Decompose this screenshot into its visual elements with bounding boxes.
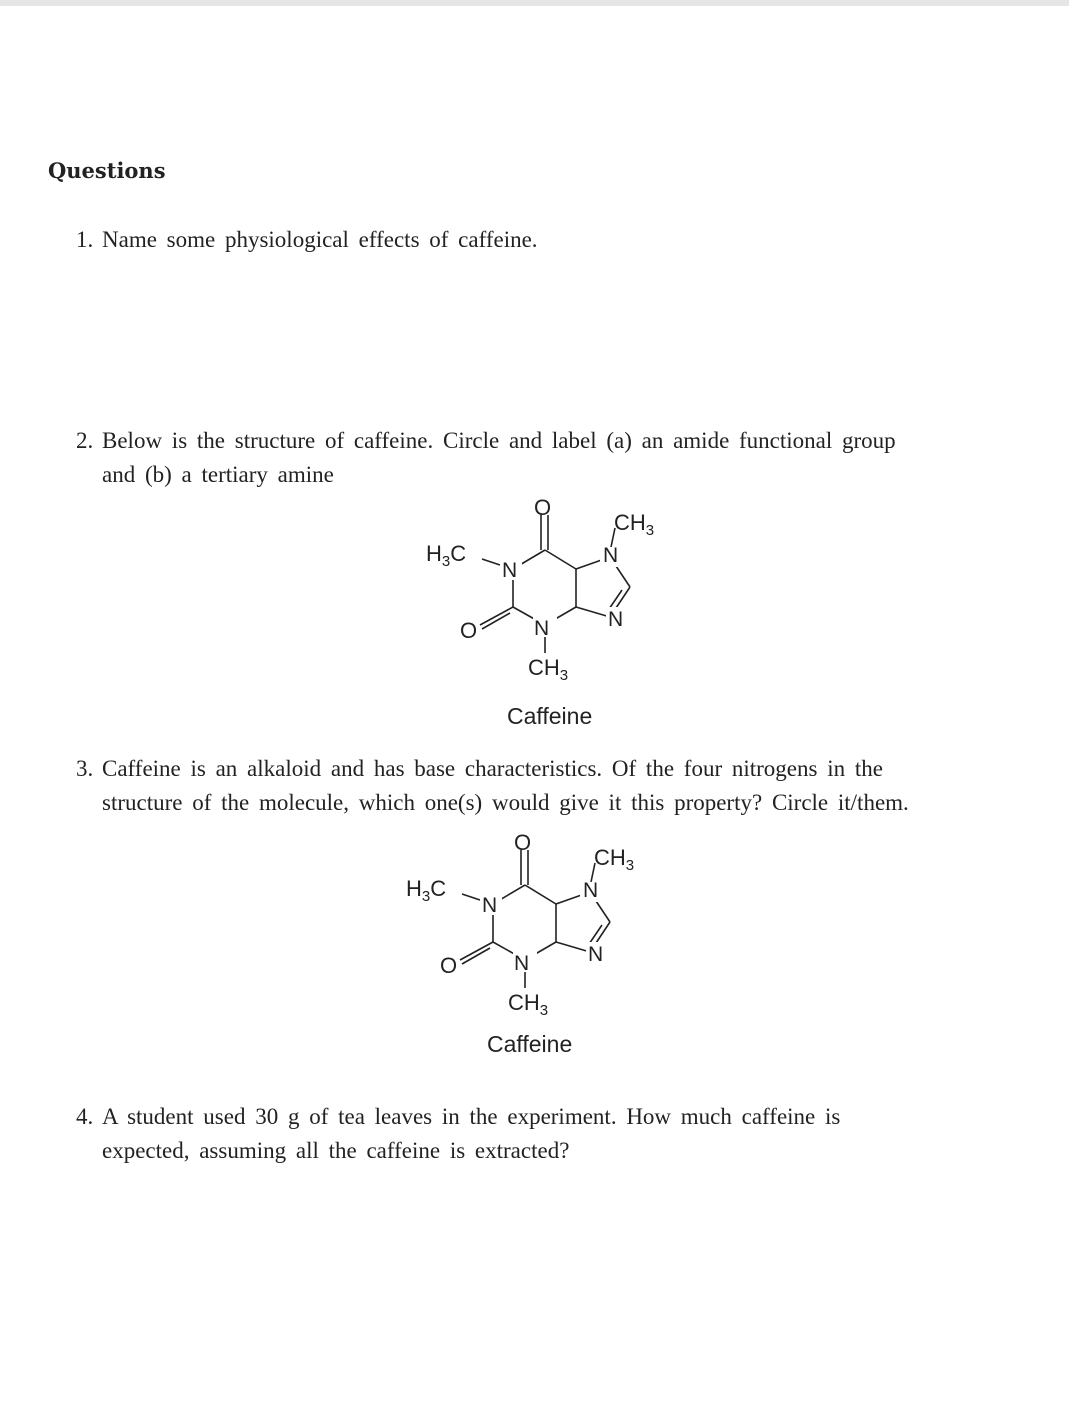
methyl-bottom-label: $CH_3$	[508, 990, 549, 1019]
caffeine-structure	[400, 830, 670, 1075]
methyl-top-label: $CH_3$	[614, 510, 655, 539]
nitrogen-9-label: N	[608, 608, 624, 631]
nitrogen-7-label: N	[603, 544, 619, 567]
question-number: 1.	[76, 227, 94, 252]
methyl-left-label: $H_3C$	[406, 876, 447, 905]
question-number: 3.	[76, 756, 94, 781]
oxygen-top-label: O	[534, 495, 552, 520]
question-2	[76, 424, 1051, 492]
question-text: A student used 30 g of tea leaves in the experiment. How much caffeine is	[102, 1104, 841, 1129]
nitrogen-9-label: N	[588, 943, 604, 966]
structure-caption: Caffeine	[507, 703, 593, 729]
nitrogen-3-label: N	[534, 617, 550, 640]
question-text: Below is the structure of caffeine. Circle and label (a) an amide functional group	[102, 428, 896, 453]
nitrogen-1-label: N	[502, 559, 518, 582]
top-bar	[0, 0, 1069, 6]
oxygen-left-label: O	[460, 618, 478, 643]
question-text: Caffeine is an alkaloid and has base characteristics. Of the four nitrogens in the	[102, 756, 883, 781]
nitrogen-7-label: N	[583, 879, 599, 902]
question-4	[76, 1100, 1051, 1168]
oxygen-left-label: O	[440, 953, 458, 978]
caffeine-structure	[420, 495, 690, 740]
question-text-continued: expected, assuming all the caffeine is extracted?	[102, 1138, 570, 1163]
methyl-left-label: $H_3C$	[426, 541, 467, 570]
question-text-continued: structure of the molecule, which one(s) would give it this property? Circle it/them.	[102, 790, 909, 815]
question-text: Name some physiological effects of caffeine.	[102, 227, 538, 252]
structure-caption: Caffeine	[487, 1031, 573, 1057]
question-3	[76, 752, 1051, 820]
question-number: 2.	[76, 428, 94, 453]
question-number: 4.	[76, 1104, 94, 1129]
question-text-continued: and (b) a tertiary amine	[102, 462, 334, 487]
section-heading: Questions	[48, 158, 166, 183]
nitrogen-3-label: N	[514, 952, 530, 975]
methyl-bottom-label: $CH_3$	[528, 655, 569, 684]
oxygen-top-label: O	[514, 830, 532, 855]
nitrogen-1-label: N	[482, 894, 498, 917]
methyl-top-label: $CH_3$	[594, 845, 635, 874]
question-1	[76, 223, 1051, 257]
